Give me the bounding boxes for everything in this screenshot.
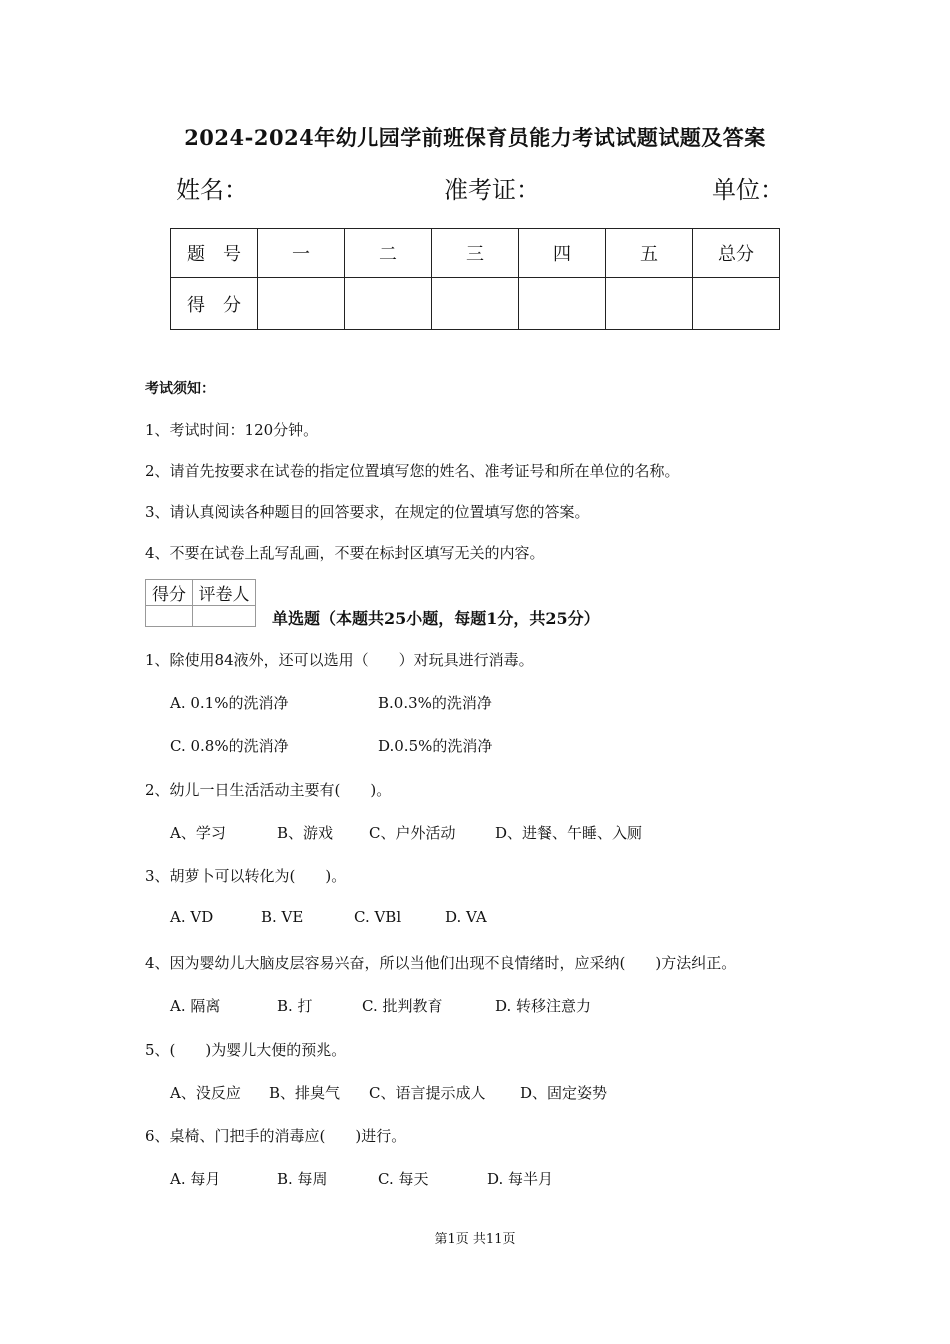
notice-item: 2、请首先按要求在试卷的指定位置填写您的姓名、准考证号和所在单位的名称。 [145, 462, 680, 480]
score-header-cell: 题 号 [171, 229, 258, 278]
score-cell[interactable] [606, 278, 693, 330]
score-header-cell: 三 [432, 229, 519, 278]
question-text: 3、胡萝卜可以转化为( )。 [145, 867, 347, 885]
section-title: 单选题（本题共25小题，每题1分，共25分） [272, 609, 600, 628]
answer-option: C. 0.8%的洗消净 [170, 737, 289, 755]
answer-option: D. 每半月 [487, 1170, 554, 1188]
score-cell[interactable] [693, 278, 780, 330]
grader-reviewer-cell[interactable] [193, 606, 256, 627]
unit-field-label: 单位： [712, 176, 784, 204]
answer-option: D. 转移注意力 [495, 997, 592, 1015]
answer-option: A. 隔离 [170, 997, 221, 1015]
answer-option: C、语言提示成人 [369, 1084, 486, 1102]
answer-option: A、学习 [170, 824, 226, 842]
answer-option: B、游戏 [277, 824, 334, 842]
score-table [170, 228, 780, 330]
answer-option: B.0.3%的洗消净 [378, 694, 492, 712]
answer-option: D、固定姿势 [520, 1084, 608, 1102]
score-cell[interactable] [345, 278, 432, 330]
question-text: 5、( )为婴儿大便的预兆。 [145, 1041, 347, 1059]
answer-option: C、户外活动 [369, 824, 456, 842]
score-header-cell: 二 [345, 229, 432, 278]
exam-id-field-label: 准考证： [444, 176, 540, 204]
score-table-header-row [171, 229, 780, 278]
score-row-label: 得 分 [171, 278, 258, 330]
grader-box [145, 579, 256, 627]
score-header-cell: 四 [519, 229, 606, 278]
question-text: 2、幼儿一日生活活动主要有( )。 [145, 781, 392, 799]
notice-item: 3、请认真阅读各种题目的回答要求，在规定的位置填写您的答案。 [145, 503, 590, 521]
answer-option: C. 批判教育 [362, 997, 443, 1015]
answer-option: B. VE [261, 908, 304, 926]
document-title: 2024-2024年幼儿园学前班保育员能力考试试题试题及答案 [184, 125, 766, 150]
grader-score-cell[interactable] [146, 606, 193, 627]
answer-option: A、没反应 [170, 1084, 241, 1102]
score-header-cell: 五 [606, 229, 693, 278]
question-text: 4、因为婴幼儿大脑皮层容易兴奋，所以当他们出现不良情绪时，应采纳( )方法纠正。 [145, 954, 737, 972]
score-cell[interactable] [258, 278, 345, 330]
score-cell[interactable] [432, 278, 519, 330]
answer-option: A. 0.1%的洗消净 [170, 694, 289, 712]
answer-option: C. 每天 [378, 1170, 429, 1188]
question-text: 6、桌椅、门把手的消毒应( )进行。 [145, 1127, 407, 1145]
score-header-cell: 一 [258, 229, 345, 278]
notice-item: 4、不要在试卷上乱写乱画，不要在标封区填写无关的内容。 [145, 544, 545, 562]
answer-option: B. 每周 [277, 1170, 328, 1188]
answer-option: C. VBl [354, 908, 402, 926]
answer-option: B. 打 [277, 997, 313, 1015]
score-table-score-row [171, 278, 780, 330]
notice-item: 1、考试时间：120分钟。 [145, 421, 319, 439]
answer-option: B、排臭气 [269, 1084, 341, 1102]
score-header-cell: 总分 [693, 229, 780, 278]
grader-reviewer-label: 评卷人 [193, 580, 256, 606]
page-footer: 第1页 共11页 [434, 1232, 516, 1247]
question-text: 1、除使用84液外，还可以选用（ ）对玩具进行消毒。 [145, 651, 534, 669]
answer-option: D.0.5%的洗消净 [378, 737, 493, 755]
answer-option: D、进餐、午睡、入厕 [495, 824, 643, 842]
answer-option: A. VD [170, 908, 214, 926]
score-cell[interactable] [519, 278, 606, 330]
notice-heading: 考试须知： [145, 381, 215, 397]
name-field-label: 姓名： [176, 176, 248, 204]
grader-score-label: 得分 [146, 580, 193, 606]
answer-option: D. VA [445, 908, 487, 926]
answer-option: A. 每月 [170, 1170, 221, 1188]
